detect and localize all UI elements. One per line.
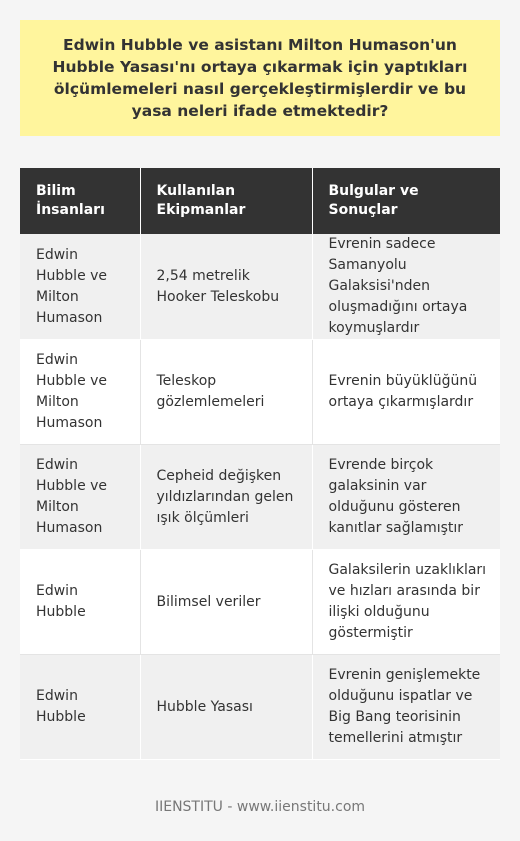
- cell-equipment: 2,54 metrelik Hooker Teleskobu: [140, 234, 312, 340]
- column-header-findings: Bulgular ve Sonuçlar: [312, 168, 500, 234]
- column-header-scientists: Bilim İnsanları: [20, 168, 140, 234]
- cell-scientists: Edwin Hubble ve Milton Humason: [20, 234, 140, 340]
- results-table: [20, 168, 500, 760]
- table-header-row: [20, 168, 500, 234]
- cell-scientists: Edwin Hubble ve Milton Humason: [20, 445, 140, 550]
- table-row: [20, 655, 500, 760]
- cell-scientists: Edwin Hubble: [20, 655, 140, 760]
- cell-equipment: Cepheid değişken yıldızlarından gelen ışık ölçümleri: [140, 445, 312, 550]
- cell-findings: Evrenin büyüklüğünü ortaya çıkarmışlardır: [312, 340, 500, 445]
- table-row: [20, 445, 500, 550]
- cell-findings: Galaksilerin uzaklıkları ve hızları arasında bir ilişki olduğunu göstermiştir: [312, 550, 500, 655]
- cell-scientists: Edwin Hubble: [20, 550, 140, 655]
- cell-findings: Evrende birçok galaksinin var olduğunu gösteren kanıtlar sağlamıştır: [312, 445, 500, 550]
- cell-equipment: Teleskop gözlemlemeleri: [140, 340, 312, 445]
- table-row: [20, 340, 500, 445]
- footer-credit: IIENSTITU - www.iienstitu.com: [154, 799, 366, 815]
- cell-findings: Evrenin genişlemekte olduğunu ispatlar ve Big Bang teorisinin temellerini atmıştır: [312, 655, 500, 760]
- title-banner: [20, 20, 500, 136]
- cell-findings: Evrenin sadece Samanyolu Galaksisi'nden oluşmadığını ortaya koymuşlardır: [312, 234, 500, 340]
- cell-equipment: Bilimsel veriler: [140, 550, 312, 655]
- cell-scientists: Edwin Hubble ve Milton Humason: [20, 340, 140, 445]
- cell-equipment: Hubble Yasası: [140, 655, 312, 760]
- page-title: Edwin Hubble ve asistanı Milton Humason'un Hubble Yasası'nı ortaya çıkarmak için yaptıkları ölçümlemeleri nasıl gerçekleştirmişlerdir ve bu yasa neleri ifade etmektedir?: [52, 36, 468, 120]
- table-row: [20, 234, 500, 340]
- column-header-equipment: Kullanılan Ekipmanlar: [140, 168, 312, 234]
- table-row: [20, 550, 500, 655]
